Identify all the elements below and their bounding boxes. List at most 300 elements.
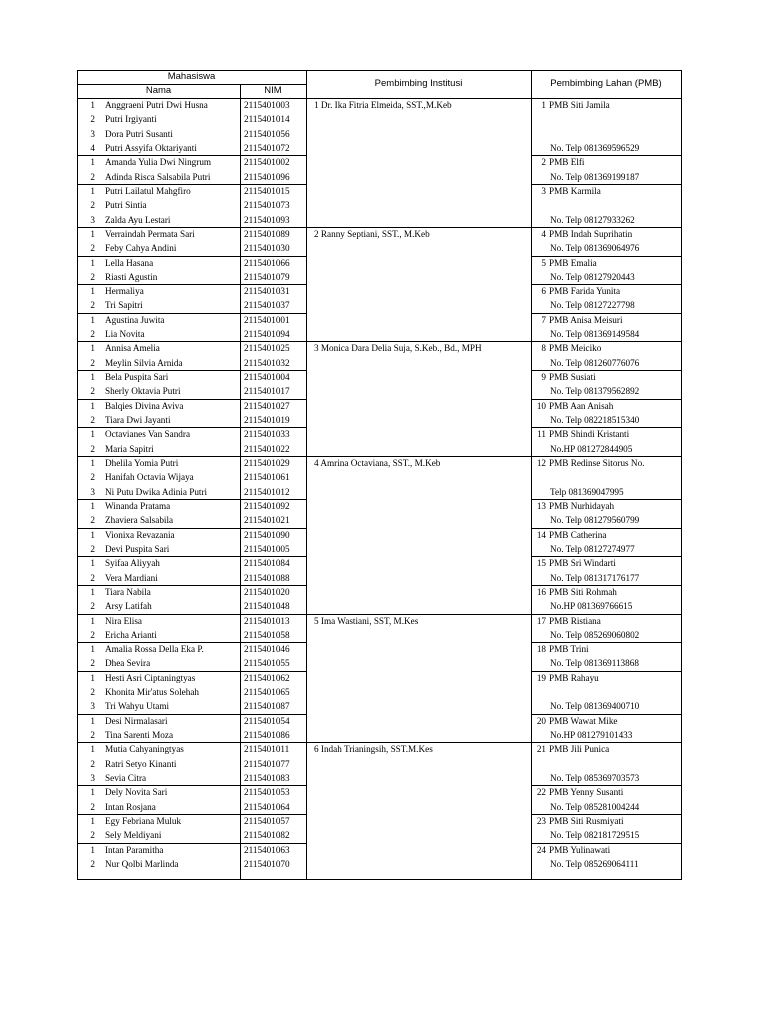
student-name: Tina Sarenti Moza [105, 730, 174, 741]
student-name: Putri Sintia [105, 200, 147, 211]
student-number: 2 [90, 415, 95, 426]
student-number: 1 [90, 586, 95, 597]
student-nim: 2115401093 [244, 214, 290, 225]
student-number: 2 [90, 858, 95, 869]
pmb-name [531, 499, 681, 513]
pmb-label: PMB Nurhidayah [549, 500, 615, 511]
pmb-label: PMB Anisa Meisuri [549, 314, 623, 325]
student-name: Desi Nirmalasari [105, 715, 168, 726]
pmb-name [531, 155, 681, 169]
table-rule [531, 528, 682, 529]
student-name: Dhelila Yomia Putri [105, 458, 179, 468]
pmb-label: PMB Aan Anisah [549, 400, 614, 411]
table-rule [531, 456, 682, 457]
student-nim: 2115401025 [244, 343, 290, 354]
pmb-number: 11 [537, 429, 546, 440]
student-number: 1 [90, 185, 95, 196]
student-number: 4 [90, 142, 95, 153]
pmb-phone: No. Telp 081369400710 [550, 701, 640, 712]
pmb-phone: No. Telp 085269064111 [550, 858, 639, 869]
pmb-phone: No.HP 081279101433 [550, 730, 633, 741]
student-nim: 2115401092 [244, 500, 290, 511]
table-rule [531, 614, 682, 615]
student-nim: 2115401066 [244, 257, 290, 268]
student-name: Sely Meldiyani [105, 830, 162, 841]
pmb-name [531, 843, 681, 857]
table-rule [531, 341, 682, 342]
student-number: 2 [90, 200, 95, 211]
student-nim: 2115401061 [244, 472, 290, 483]
student-nim: 2115401013 [244, 615, 290, 626]
student-nim: 2115401057 [244, 816, 290, 826]
pmb-label: PMB Indah Suprihatin [549, 228, 633, 239]
student-nim: 2115401077 [244, 758, 290, 769]
table-rule [306, 614, 532, 615]
pmb-number: 15 [536, 558, 546, 569]
student-number: 2 [90, 730, 95, 741]
student-name: Riasti Agustin [105, 271, 158, 282]
pmb-phone: No. Telp 081260776076 [550, 357, 640, 368]
student-name: Adinda Risca Salsabila Putri [105, 171, 211, 182]
table-rule [77, 84, 307, 85]
student-nim: 2115401037 [244, 300, 290, 311]
pmb-label: PMB Karmila [549, 185, 601, 196]
student-nim: 2115401088 [244, 572, 290, 583]
pmb-label: PMB Wawat Mike [549, 715, 618, 726]
pmb-label: PMB Jili Punica [549, 744, 610, 755]
institution-supervisor: 5 Ima Wastiani, SST, M.Kes [314, 615, 419, 626]
pmb-number: 19 [536, 672, 546, 683]
student-nim: 2115401058 [244, 629, 290, 640]
table-rule [77, 370, 307, 371]
table-rule [531, 227, 682, 228]
table-rule [77, 456, 307, 457]
student-nim: 2115401056 [244, 128, 290, 139]
table-rule [531, 785, 682, 786]
pmb-phone: No. Telp 082218515340 [550, 415, 640, 426]
student-number: 1 [90, 257, 95, 268]
pmb-phone: Telp 081369047995 [550, 486, 624, 497]
pmb-number: 18 [536, 644, 546, 655]
pmb-name [531, 528, 681, 542]
student-nim: 2115401022 [244, 443, 290, 454]
column-rule [306, 70, 307, 880]
student-name: Devi Puspita Sari [105, 543, 170, 554]
student-number: 1 [90, 644, 95, 655]
table-rule [77, 814, 307, 815]
pmb-number: 24 [536, 844, 546, 855]
header-nim: NIM [264, 85, 282, 96]
student-nim: 2115401031 [244, 286, 290, 297]
student-name: Hanifah Octavia Wijaya [105, 472, 194, 483]
table-rule [77, 528, 307, 529]
pmb-label: PMB Emalia [549, 257, 597, 268]
student-number: 2 [90, 629, 95, 640]
student-nim: 2115401021 [244, 515, 290, 526]
student-number: 1 [90, 787, 95, 798]
pmb-name [531, 227, 681, 241]
table-rule [306, 742, 532, 743]
pmb-name [531, 313, 681, 327]
pmb-name [531, 671, 681, 685]
table-rule [77, 184, 307, 185]
student-number: 3 [90, 128, 95, 139]
student-number: 2 [90, 572, 95, 583]
student-name: Vionixa Revazania [105, 529, 175, 540]
pmb-name [531, 184, 681, 198]
student-nim: 2115401062 [244, 672, 290, 683]
student-name: Tri Sapitri [105, 300, 143, 311]
pmb-name [531, 785, 681, 799]
student-name: Ratri Setyo Kinanti [105, 758, 177, 769]
pmb-label: PMB Siti Rusmiyati [549, 816, 624, 826]
table-rule [77, 227, 307, 228]
pmb-number: 7 [541, 314, 546, 325]
student-nim: 2115401019 [244, 415, 290, 426]
pmb-label: PMB Rahayu [549, 672, 599, 683]
student-number: 1 [90, 715, 95, 726]
student-nim: 2115401003 [244, 100, 290, 110]
table-rule [77, 256, 307, 257]
student-number: 1 [90, 100, 95, 110]
table-rule [306, 227, 532, 228]
table-rule [531, 370, 682, 371]
student-name: Verraindah Permata Sari [105, 228, 195, 239]
institution-supervisor: 3 Monica Dara Delia Suja, S.Keb., Bd., MPH [314, 343, 482, 354]
student-nim: 2115401072 [244, 142, 290, 153]
pmb-label: PMB Yulinawati [549, 844, 611, 855]
table-rule [531, 642, 682, 643]
table-rule [77, 843, 307, 844]
student-nim: 2115401086 [244, 730, 290, 741]
student-name: Lia Novita [105, 329, 145, 340]
institution-supervisor: 2 Ranny Septiani, SST., M.Keb [314, 228, 430, 239]
pmb-label: PMB Yenny Susanti [549, 787, 624, 798]
student-name: Dora Putri Susanti [105, 128, 173, 139]
student-name: Lella Hasana [105, 257, 154, 268]
student-name: Tiara Nabila [105, 586, 151, 597]
student-name: Dhea Sevira [105, 658, 151, 669]
pmb-name [531, 642, 681, 656]
student-number: 3 [90, 486, 95, 497]
student-number: 2 [90, 601, 95, 612]
student-name: Bela Puspita Sari [105, 372, 169, 383]
table-rule [531, 843, 682, 844]
student-number: 1 [90, 458, 95, 468]
table-rule [77, 556, 307, 557]
pmb-label: PMB Susiati [549, 372, 596, 383]
student-number: 2 [90, 472, 95, 483]
student-name: Amalia Rossa Della Eka P. [105, 644, 204, 655]
student-number: 2 [90, 243, 95, 254]
student-number: 1 [90, 672, 95, 683]
table-rule [531, 399, 682, 400]
student-nim: 2115401064 [244, 801, 290, 812]
student-nim: 2115401005 [244, 543, 290, 554]
header-pembimbing-institusi: Pembimbing Institusi [374, 78, 463, 89]
table-rule [531, 814, 682, 815]
table-rule [531, 313, 682, 314]
pmb-label: PMB Trini [549, 644, 589, 655]
pmb-phone: No. Telp 081279560799 [550, 515, 640, 526]
student-name: Mutia Cahyaningtyas [105, 744, 184, 755]
column-rule [531, 70, 532, 880]
student-name: Sevia Citra [105, 773, 147, 784]
table-rule [77, 313, 307, 314]
student-name: Ni Putu Dwika Adinia Putri [105, 486, 208, 497]
pmb-number: 16 [536, 586, 546, 597]
student-number: 1 [90, 615, 95, 626]
header-mahasiswa: Mahasiswa [167, 71, 216, 82]
student-nim: 2115401012 [244, 486, 290, 497]
table-rule [531, 742, 682, 743]
table-rule [77, 785, 307, 786]
table-rule [77, 155, 307, 156]
table-rule [531, 714, 682, 715]
student-number: 1 [90, 500, 95, 511]
student-nim: 2115401094 [244, 329, 290, 340]
pmb-name [531, 284, 681, 298]
pmb-label: PMB Ristiana [549, 615, 601, 626]
student-number: 2 [90, 801, 95, 812]
table-rule [77, 614, 307, 615]
table-rule [531, 499, 682, 500]
student-number: 1 [90, 314, 95, 325]
pmb-number: 9 [541, 372, 546, 383]
pmb-phone: No. Telp 08127274977 [550, 543, 635, 554]
table-rule [531, 671, 682, 672]
pmb-phone: No. Telp 08127227798 [550, 300, 635, 311]
student-number: 3 [90, 773, 95, 784]
student-number: 1 [90, 400, 95, 411]
student-name: Intan Rosjana [105, 801, 156, 812]
pmb-number: 2 [541, 157, 546, 168]
student-name: Putri Irgiyanti [105, 114, 157, 125]
student-name: Meylin Silvia Arnida [105, 357, 183, 368]
student-nim: 2115401065 [244, 687, 290, 698]
student-name: Khonita Mir'atus Solehah [105, 687, 200, 698]
student-number: 1 [90, 343, 95, 354]
student-nim: 2115401015 [244, 185, 290, 196]
student-name: Octavianes Van Sandra [105, 429, 191, 440]
pmb-number: 21 [536, 744, 546, 755]
pmb-number: 10 [536, 400, 546, 411]
pmb-phone: No. Telp 081369596529 [550, 142, 640, 153]
pmb-name [531, 399, 681, 413]
student-nim: 2115401087 [244, 701, 290, 712]
student-nim: 2115401054 [244, 715, 290, 726]
student-nim: 2115401004 [244, 372, 290, 383]
student-name: Putri Lailatul Mahgfiro [105, 185, 191, 196]
student-nim: 2115401029 [244, 458, 290, 468]
student-nim: 2115401001 [244, 314, 290, 325]
student-number: 1 [90, 429, 95, 440]
pmb-phone: No. Telp 081369149584 [550, 329, 640, 340]
pmb-name [531, 256, 681, 270]
table-rule [531, 284, 682, 285]
student-name: Amanda Yulia Dwi Ningrum [105, 157, 212, 168]
pmb-name [531, 456, 681, 470]
student-name: Hesti Asri Ciptaningtyas [105, 672, 196, 683]
student-name: Annisa Amelia [105, 343, 160, 354]
student-nim: 2115401096 [244, 171, 290, 182]
student-name: Syifaa Aliyyah [105, 558, 160, 569]
student-name: Intan Paramitha [105, 844, 164, 855]
student-number: 2 [90, 300, 95, 311]
pmb-number: 4 [541, 228, 546, 239]
table-rule [77, 427, 307, 428]
pmb-name [531, 427, 681, 441]
student-number: 3 [90, 701, 95, 712]
student-number: 3 [90, 214, 95, 225]
student-number: 2 [90, 830, 95, 841]
allocation-table [77, 70, 681, 879]
pmb-phone: No. Telp 082181729515 [550, 830, 640, 841]
pmb-name [531, 742, 681, 756]
student-name: Zhaviera Salsabila [105, 515, 174, 526]
column-rule [681, 70, 682, 880]
student-number: 2 [90, 357, 95, 368]
pmb-phone: No. Telp 081369199187 [550, 171, 640, 182]
table-rule [306, 341, 532, 342]
institution-supervisor: 1 Dr. Ika Fitria Elmeida, SST.,M.Keb [314, 100, 452, 110]
student-name: Hermaliya [105, 286, 144, 297]
table-rule [531, 427, 682, 428]
student-name: Zalda Ayu Lestari [105, 214, 171, 225]
pmb-phone: No. Telp 081379562892 [550, 386, 640, 397]
pmb-phone: No. Telp 081369113868 [550, 658, 639, 669]
student-nim: 2115401090 [244, 529, 290, 540]
student-nim: 2115401073 [244, 200, 290, 211]
table-rule [531, 556, 682, 557]
pmb-phone: No. Telp 081317176177 [550, 572, 640, 583]
pmb-number: 13 [536, 500, 546, 511]
pmb-label: PMB Meiciko [549, 343, 602, 354]
table-rule [77, 98, 682, 99]
pmb-phone: No. Telp 085269060802 [550, 629, 640, 640]
table-rule [77, 70, 682, 71]
table-rule [77, 284, 307, 285]
student-number: 1 [90, 558, 95, 569]
pmb-number: 5 [541, 257, 546, 268]
pmb-phone: No. Telp 085281004244 [550, 801, 640, 812]
student-number: 2 [90, 386, 95, 397]
student-name: Vera Mardiani [105, 572, 158, 583]
student-name: Tiara Dwi Jayanti [105, 415, 171, 426]
student-number: 2 [90, 271, 95, 282]
student-nim: 2115401084 [244, 558, 290, 569]
student-number: 1 [90, 744, 95, 755]
table-rule [77, 714, 307, 715]
student-nim: 2115401017 [244, 386, 290, 397]
table-rule [77, 879, 682, 880]
student-name: Balqies Divina Aviva [105, 400, 184, 411]
student-nim: 2115401046 [244, 644, 290, 655]
table-rule [77, 742, 307, 743]
pmb-name [531, 614, 681, 628]
student-nim: 2115401082 [244, 830, 290, 841]
student-nim: 2115401083 [244, 773, 290, 784]
header-pembimbing-lahan: Pembimbing Lahan (PMB) [550, 78, 662, 89]
pmb-name [531, 585, 681, 599]
pmb-number: 14 [536, 529, 546, 540]
student-name: Agustina Juwita [105, 314, 165, 325]
institution-supervisor: 4 Amrina Octaviana, SST., M.Keb [314, 458, 441, 468]
student-number: 2 [90, 543, 95, 554]
pmb-number: 8 [541, 343, 546, 354]
pmb-phone: No. Telp 08127920443 [550, 271, 635, 282]
student-number: 2 [90, 329, 95, 340]
pmb-number: 12 [536, 458, 546, 468]
pmb-label: PMB Siti Jamila [549, 100, 610, 110]
pmb-phone: No. Telp 085369703573 [550, 773, 640, 784]
student-number: 2 [90, 171, 95, 182]
student-name: Feby Cahya Andini [105, 243, 177, 254]
student-nim: 2115401011 [244, 744, 290, 755]
student-number: 1 [90, 286, 95, 297]
table-rule [531, 184, 682, 185]
header-nama: Nama [145, 85, 172, 96]
student-name: Tri Wahyu Utami [105, 701, 170, 712]
student-number: 1 [90, 844, 95, 855]
pmb-label: PMB Redinse Sitorus No. [549, 458, 645, 468]
student-nim: 2115401089 [244, 228, 290, 239]
pmb-number: 3 [541, 185, 546, 196]
student-name: Sherly Oktavia Putri [105, 386, 181, 397]
student-number: 2 [90, 687, 95, 698]
pmb-number: 23 [536, 816, 546, 826]
pmb-label: PMB Sri Windarti [549, 558, 616, 569]
pmb-number: 1 [541, 100, 546, 110]
student-nim: 2115401014 [244, 114, 290, 125]
pmb-phone: No.HP 081369766615 [550, 601, 633, 612]
student-number: 2 [90, 515, 95, 526]
table-rule [531, 256, 682, 257]
table-rule [77, 642, 307, 643]
student-name: Arsy Latifah [105, 601, 152, 612]
pmb-phone: No. Telp 08127933262 [550, 214, 635, 225]
student-nim: 2115401020 [244, 586, 290, 597]
pmb-label: PMB Siti Rohmah [549, 586, 617, 597]
pmb-number: 20 [536, 715, 546, 726]
student-number: 1 [90, 228, 95, 239]
pmb-phone: No. Telp 081369064976 [550, 243, 640, 254]
pmb-number: 6 [541, 286, 546, 297]
pmb-name [531, 556, 681, 570]
student-nim: 2115401030 [244, 243, 290, 254]
student-number: 1 [90, 157, 95, 168]
student-nim: 2115401033 [244, 429, 290, 440]
student-number: 2 [90, 758, 95, 769]
student-nim: 2115401032 [244, 357, 290, 368]
student-name: Maria Sapitri [105, 443, 154, 454]
pmb-name [531, 370, 681, 384]
student-number: 1 [90, 372, 95, 383]
pmb-label: PMB Catherina [549, 529, 607, 540]
table-rule [77, 585, 307, 586]
column-rule [77, 70, 78, 880]
student-number: 1 [90, 529, 95, 540]
student-number: 1 [90, 816, 95, 826]
pmb-label: PMB Elfi [549, 157, 585, 168]
student-name: Egy Febriana Muluk [105, 816, 182, 826]
student-nim: 2115401027 [244, 400, 290, 411]
pmb-name [531, 341, 681, 355]
student-number: 2 [90, 443, 95, 454]
column-rule [240, 84, 241, 880]
student-number: 2 [90, 114, 95, 125]
student-number: 2 [90, 658, 95, 669]
